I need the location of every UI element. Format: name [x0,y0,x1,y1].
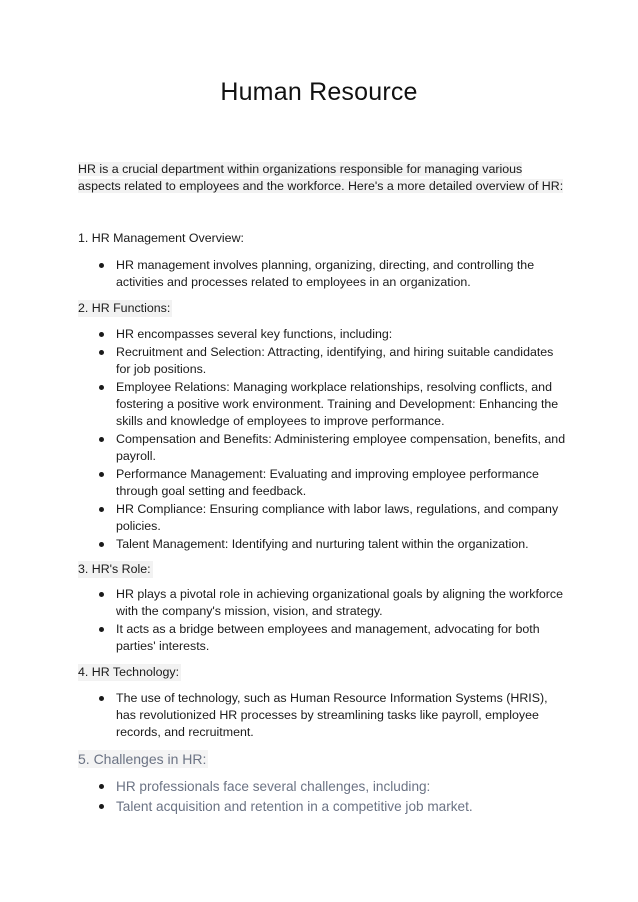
section-heading-hr-technology: 4. HR Technology: [78,665,180,679]
list-item: Performance Management: Evaluating and improving employee performance through goal setting and feedback. [78,466,568,500]
section-heading-hr-management-overview: 1. HR Management Overview: [78,231,244,245]
document-title: Human Resource [220,78,418,106]
list-item: HR plays a pivotal role in achieving organizational goals by aligning the workforce with the company's mission, vision, and strategy. [78,586,568,620]
list-item: Talent Management: Identifying and nurturing talent within the organization. [78,536,568,553]
section-heading-hr-functions: 2. HR Functions: [78,301,171,315]
intro-paragraph: HR is a crucial department within organizations responsible for managing various aspects related to employees and the workforce. Here's a more detailed overview of HR: [78,162,564,193]
list-item: HR encompasses several key functions, including: [78,326,568,343]
section-list-hr-functions [78,326,568,554]
section-list-hr-management-overview [78,257,568,292]
list-item: Employee Relations: Managing workplace relationships, resolving conflicts, and fostering a positive work environment. Training and Development: Enhancing the skills and knowledge of employees to improve performance. [78,379,568,430]
section-heading-challenges-in-hr: 5. Challenges in HR: [78,751,207,767]
section-list-hr-technology [78,690,568,742]
list-item: Recruitment and Selection: Attracting, identifying, and hiring suitable candidates for job positions. [78,344,568,378]
list-item: HR professionals face several challenges, including: [78,777,578,797]
list-item: Talent acquisition and retention in a competitive job market. [78,797,578,817]
list-item: Compensation and Benefits: Administering employee compensation, benefits, and payroll. [78,431,568,465]
list-item: HR management involves planning, organizing, directing, and controlling the activities and processes related to employees in an organization. [78,257,568,291]
list-item: The use of technology, such as Human Resource Information Systems (HRIS), has revolutionized HR processes by streamlining tasks like payroll, employee records, and recruitment. [78,690,568,741]
list-item: HR Compliance: Ensuring compliance with labor laws, regulations, and company policies. [78,501,568,535]
section-heading-hrs-role: 3. HR's Role: [78,562,151,576]
section-list-hrs-role [78,586,568,656]
section-list-challenges-in-hr [78,777,578,817]
list-item: It acts as a bridge between employees and management, advocating for both parties' interests. [78,621,568,655]
